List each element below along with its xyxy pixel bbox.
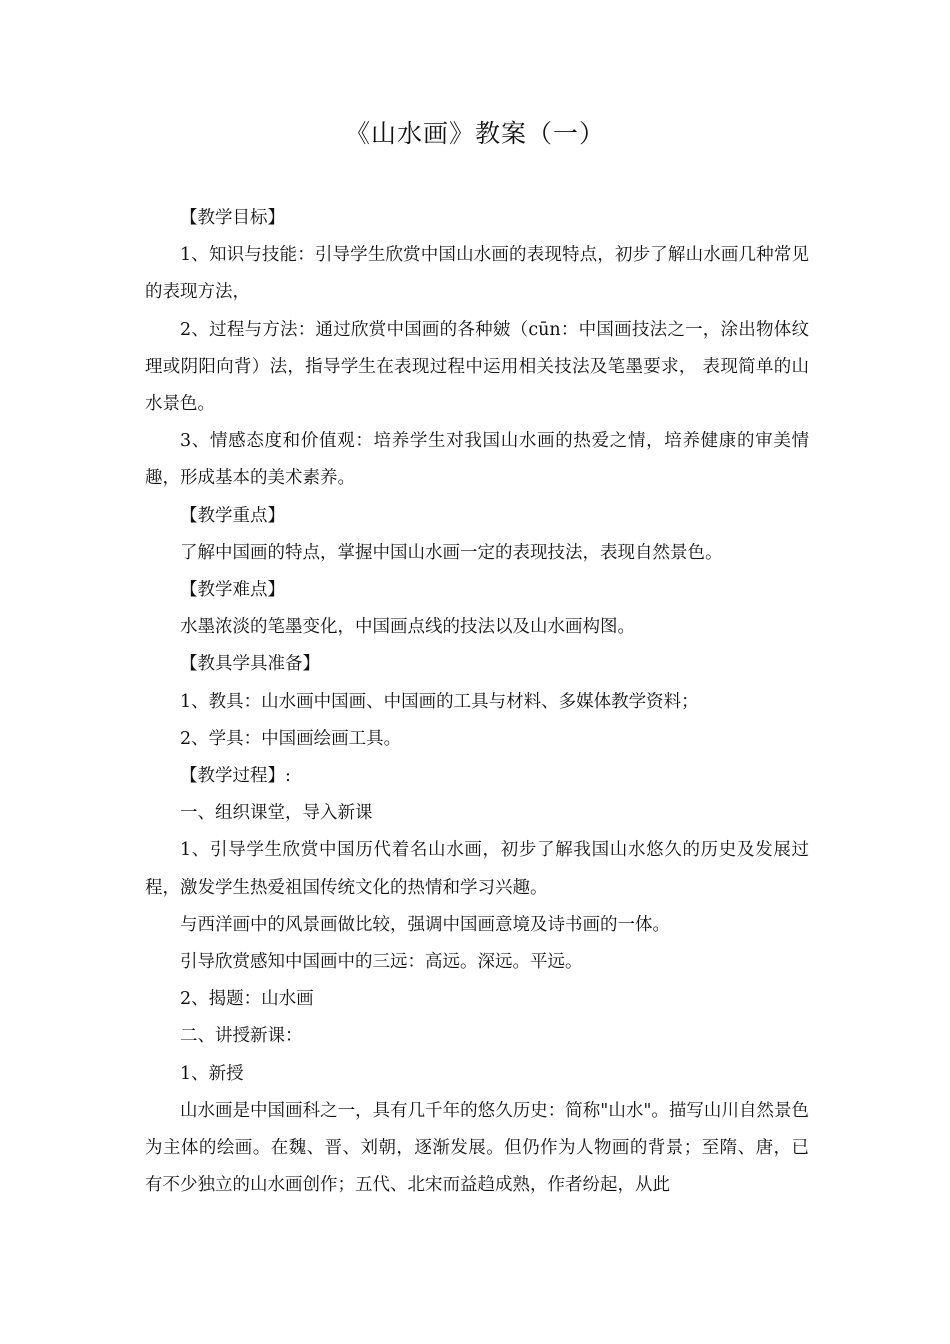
paragraph-step-one-1: 1、引导学生欣赏中国历代着名山水画，初步了解我国山水悠久的历史及发展过程，激发学生热爱祖国传统文化的热情和学习兴趣。	[145, 840, 809, 898]
paragraph-objective-1: 1、知识与技能：引导学生欣赏中国山水画的表现特点，初步了解山水画几种常见的表现方法，	[145, 245, 809, 303]
paragraph-step-one-heading: 一、组织课堂，导入新课	[180, 803, 373, 824]
section-heading-materials: 【教具学具准备】	[180, 654, 320, 675]
paragraph-key-points: 了解中国画的特点，掌握中国山水画一定的表现技法，表现自然景色。	[180, 542, 723, 563]
document-body	[145, 200, 809, 1204]
section-heading-process: 【教学过程】:	[180, 766, 291, 787]
section-heading-key-points: 【教学重点】	[180, 505, 285, 526]
paragraph-compare-western: 与西洋画中的风景画做比较，强调中国画意境及诗书画的一体。	[180, 914, 670, 935]
paragraph-objective-3: 3、情感态度和价值观：培养学生对我国山水画的热爱之情，培养健康的审美情趣，形成基本的美术素养。	[145, 431, 809, 489]
paragraph-three-distances: 引导欣赏感知中国画中的三远：高远。深远。平远。	[180, 952, 583, 973]
paragraph-new-lesson: 1、新授	[180, 1063, 244, 1084]
paragraph-student-materials: 2、学具：中国画绘画工具。	[180, 728, 402, 749]
paragraph-difficulties: 水墨浓淡的笔墨变化，中国画点线的技法以及山水画构图。	[180, 617, 635, 638]
document-title: 《山水画》教案（一）	[344, 119, 605, 148]
paragraph-step-two-heading: 二、讲授新课：	[180, 1026, 303, 1047]
section-heading-difficulties: 【教学难点】	[180, 580, 285, 601]
paragraph-reveal-topic: 2、揭题：山水画	[180, 989, 314, 1010]
paragraph-objective-2: 2、过程与方法：通过欣赏中国画的各种皴（cūn：中国画技法之一，涂出物体纹理或阴阳向背）法，指导学生在表现过程中运用相关技法及笔墨要求， 表现简单的山水景色。	[145, 319, 809, 415]
section-heading-objectives: 【教学目标】	[180, 208, 285, 228]
paragraph-landscape-history: 山水画是中国画科之一，具有几千年的悠久历史：简称"山水"。描写山川自然景色为主体的绘画。在魏、晋、刘朝，逐渐发展。但仍作为人物画的背景；至隋、唐，已有不少独立的山水画创作；五代、北宋而益趋成熟，作者纷起，从此	[145, 1100, 809, 1196]
paragraph-teaching-materials: 1、教具：山水画中国画、中国画的工具与材料、多媒体教学资料；	[180, 691, 699, 712]
